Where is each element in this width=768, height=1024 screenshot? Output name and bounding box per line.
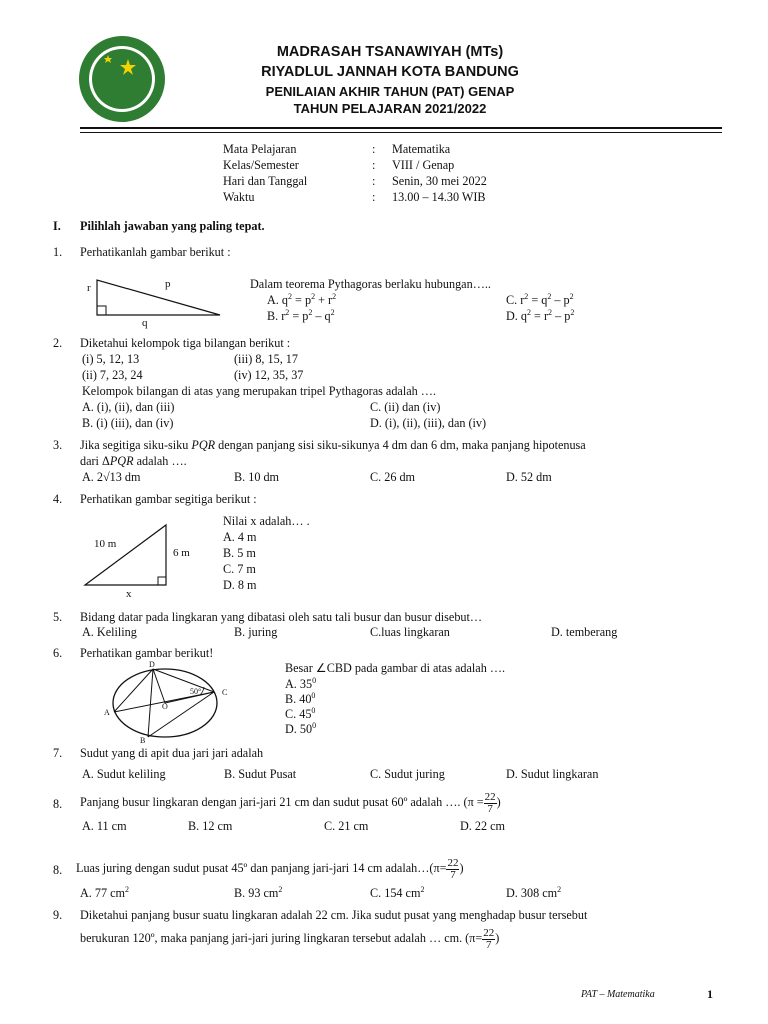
school-type: MADRASAH TSANAWIYAH (MTs): [276, 44, 504, 60]
header-rule-thick: [80, 127, 722, 129]
question-text: Diketahui kelompok tiga bilangan berikut :: [80, 336, 291, 350]
academic-year: TAHUN PELAJARAN 2021/2022: [293, 101, 487, 116]
info-sep: :: [372, 142, 376, 156]
option-d[interactable]: D. 8 m: [223, 578, 257, 592]
option-d[interactable]: D. 22 cm: [460, 819, 506, 833]
section-title: Pilihlah jawaban yang paling tepat.: [80, 219, 265, 233]
figure-label-base: x: [126, 588, 132, 600]
footer-label: PAT – Matematika: [581, 989, 655, 1000]
option-a[interactable]: A. Sudut keliling: [82, 767, 166, 781]
info-sep: :: [372, 190, 376, 204]
figure-label-side: 6 m: [173, 547, 190, 559]
info-label: Mata Pelajaran: [223, 142, 297, 156]
info-value: Senin, 30 mei 2022: [392, 174, 487, 188]
option-b[interactable]: B. juring: [234, 625, 278, 639]
question-text: Jika segitiga siku-siku PQR dengan panjang sisi siku-sikunya 4 dm dan 6 dm, maka panjang hipotenusa: [80, 438, 586, 452]
question-text: Bidang datar pada lingkaran yang dibatasi oleh satu tali busur dan busur disebut…: [80, 610, 483, 624]
set-iv: (iv) 12, 35, 37: [234, 368, 304, 382]
pi-fraction: $\frac{22}{7}$: [484, 790, 496, 815]
question-number: 8.: [53, 863, 63, 877]
option-b[interactable]: B. 93 $cm^2$: [234, 885, 283, 900]
pi-fraction: $\frac{22}{7}$: [483, 926, 495, 951]
option-d[interactable]: D. $50^0$: [285, 721, 317, 736]
set-i: (i) 5, 12, 13: [82, 352, 140, 366]
option-a[interactable]: A. 77 $cm^2$: [80, 885, 130, 900]
question-number: 6.: [53, 646, 63, 660]
right-triangle-figure: [85, 275, 230, 330]
option-d[interactable]: D. Sudut lingkaran: [506, 767, 599, 781]
pi-fraction: $\frac{22}{7}$: [447, 856, 459, 881]
option-c[interactable]: C. Sudut juring: [370, 767, 445, 781]
figure-label-hyp: 10 m: [94, 538, 117, 550]
header-rule-thin: [80, 132, 722, 133]
set-ii: (ii) 7, 23, 24: [82, 368, 143, 382]
figure-point-o: O: [162, 702, 168, 711]
option-b[interactable]: B. Sudut Pusat: [224, 767, 297, 781]
option-b[interactable]: B. 10 dm: [234, 470, 280, 484]
question-prompt: Kelompok bilangan di atas yang merupakan tripel Pythagoras adalah ….: [82, 384, 437, 398]
info-value: Matematika: [392, 142, 451, 156]
question-text: Diketahui panjang busur suatu lingkaran adalah 22 cm. Jika sudut pusat yang menghadap busur tersebut: [80, 908, 588, 922]
option-c[interactable]: C. 21 cm: [324, 819, 369, 833]
question-number: 1.: [53, 245, 63, 259]
info-label: Kelas/Semester: [223, 158, 299, 172]
question-prompt: Besar ∠CBD pada gambar di atas adalah ….: [285, 661, 506, 675]
question-text: Sudut yang di apit dua jari jari adalah: [80, 746, 264, 760]
option-a[interactable]: A. $35^0$: [285, 676, 317, 691]
option-c[interactable]: C. 26 dm: [370, 470, 416, 484]
option-b[interactable]: B. $40^0$: [285, 691, 316, 706]
info-value: VIII / Genap: [392, 158, 455, 172]
option-a[interactable]: A. (i), (ii), dan (iii): [82, 400, 175, 414]
question-number: 5.: [53, 610, 63, 624]
option-c[interactable]: C. (ii) dan (iv): [370, 400, 441, 414]
option-d[interactable]: D. 52 dm: [506, 470, 552, 484]
question-prompt: Dalam teorema Pythagoras berlaku hubungan…..: [250, 277, 491, 291]
school-name: RIYADLUL JANNAH KOTA BANDUNG: [261, 64, 519, 80]
option-c[interactable]: C. $45^0$: [285, 706, 316, 721]
figure-label-r: r: [87, 282, 91, 294]
option-a[interactable]: A. 4 m: [223, 530, 257, 544]
question-number: 4.: [53, 492, 63, 506]
option-b[interactable]: B. $r^2 = p^2 - q^2$: [267, 308, 335, 323]
school-logo: [78, 35, 166, 123]
question-text: Panjang busur lingkaran dengan jari-jari 21 cm dan sudut pusat 60º adalah …. (π = $\frac{22}{7}$ ): [80, 790, 501, 815]
option-d[interactable]: D. $q^2 = r^2 - p^2$: [506, 308, 575, 323]
option-d[interactable]: D. temberang: [551, 625, 618, 639]
question-text: Perhatikan gambar segitiga berikut :: [80, 492, 257, 506]
option-b[interactable]: B. (i) (iii), dan (iv): [82, 416, 174, 430]
option-a[interactable]: A. 2√13 dm: [82, 470, 141, 484]
figure-point-c: C: [222, 688, 228, 697]
question-text-cont: berukuran 120º, maka panjang jari-jari juring lingkaran tersebut adalah … cm. (π= $\frac{22}{7}$ ): [80, 926, 500, 951]
option-c[interactable]: C. $r^2 = q^2 - p^2$: [506, 292, 574, 307]
info-label: Hari dan Tanggal: [223, 174, 308, 188]
question-number: 7.: [53, 746, 63, 760]
option-a[interactable]: A. 11 cm: [82, 819, 127, 833]
info-label: Waktu: [223, 190, 255, 204]
question-number: 2.: [53, 336, 63, 350]
option-c[interactable]: C. 154 $cm^2$: [370, 885, 425, 900]
info-sep: :: [372, 174, 376, 188]
figure-label-q: q: [142, 317, 148, 329]
question-number: 3.: [53, 438, 63, 452]
question-text: Luas juring dengan sudut pusat 45º dan panjang jari-jari 14 cm adalah…(π= $\frac{22}{7}$ ): [76, 856, 464, 881]
option-a[interactable]: A. $q^2 = p^2 + r^2$: [267, 292, 337, 307]
info-value: 13.00 – 14.30 WIB: [392, 190, 486, 204]
question-number: 9.: [53, 908, 63, 922]
option-d[interactable]: D. (i), (ii), (iii), dan (iv): [370, 416, 487, 430]
option-c[interactable]: C. 7 m: [223, 562, 256, 576]
figure-point-a: A: [104, 708, 110, 717]
question-text: Perhatikan gambar berikut!: [80, 646, 214, 660]
set-iii: (iii) 8, 15, 17: [234, 352, 298, 366]
question-number: 8.: [53, 797, 63, 811]
figure-point-b: B: [140, 736, 146, 745]
info-sep: :: [372, 158, 376, 172]
figure-point-d: D: [149, 660, 155, 669]
option-b[interactable]: B. 12 cm: [188, 819, 233, 833]
option-a[interactable]: A. Keliling: [82, 625, 137, 639]
question-text-cont: dari ΔPQR adalah ….: [80, 454, 187, 468]
option-c[interactable]: C.luas lingkaran: [370, 625, 450, 639]
section-number: I.: [53, 219, 61, 233]
page-number: 1: [707, 987, 713, 1001]
option-b[interactable]: B. 5 m: [223, 546, 256, 560]
option-d[interactable]: D. 308 $cm^2$: [506, 885, 562, 900]
figure-angle: 50°: [190, 687, 202, 696]
question-prompt: Nilai x adalah… .: [223, 514, 310, 528]
question-text: Perhatikanlah gambar berikut :: [80, 245, 231, 259]
figure-label-p: p: [165, 278, 171, 290]
exam-title: PENILAIAN AKHIR TAHUN (PAT) GENAP: [265, 84, 515, 99]
